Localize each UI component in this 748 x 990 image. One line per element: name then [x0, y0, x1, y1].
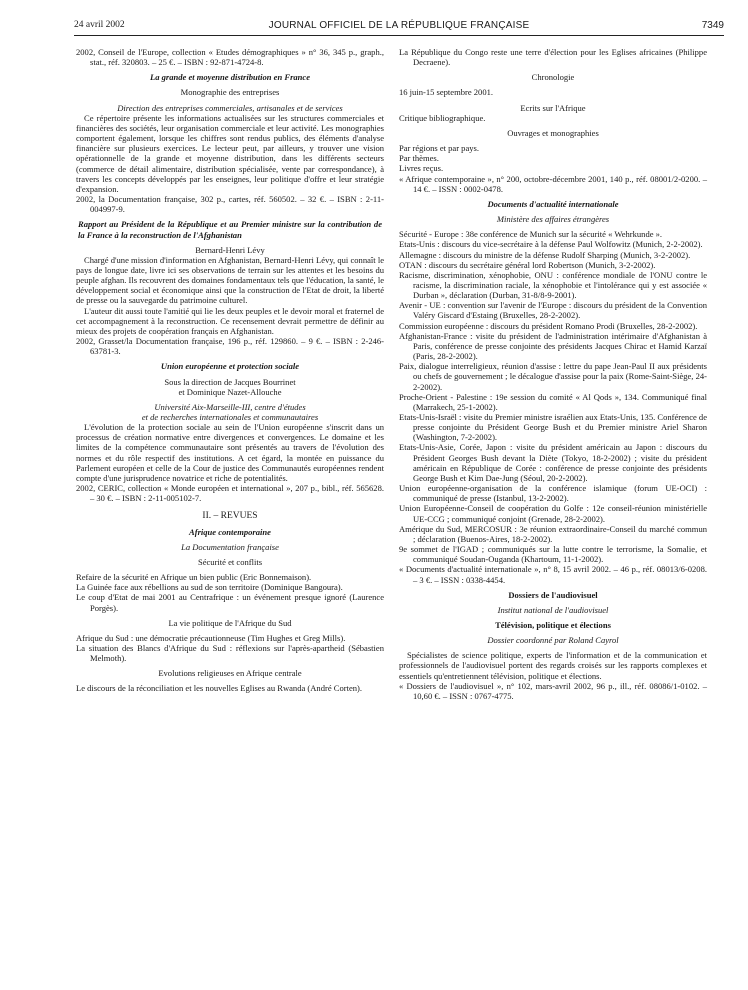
rubric-heading: Evolutions religieuses en Afrique centrale: [158, 668, 302, 679]
article-item: Refaire de la sécurité en Afrique un bien public (Eric Bonnemaison).: [76, 572, 312, 583]
entry-publication-info: 2002, CERIC, collection « Monde européen et international », 207 p., bibl., réf. 565628. – 30 €. – ISBN : 2-11-005102-7.: [76, 483, 384, 504]
entry-subtitle: Monographie des entreprises: [180, 87, 280, 98]
rubric-heading: Ecrits sur l'Afrique: [520, 102, 586, 113]
article-item: Par thèmes.: [399, 153, 439, 164]
entry-description: Chargé d'une mission d'information en Afghanistan, Bernard-Henri Lévy, qui connaît le pays de longue date, livre ici ses observations de terrain sur les attentes et les besoins du peuple afghan. Ils recouvrent des domaines fondamentaux tels que l'éducation, la santé, le développement social et économique ainsi que la construction de l'Etat de droit, la liberté de presse ou la sauvegarde du patrimoine culturel.: [76, 254, 384, 306]
rubric-heading: Sécurité et conflits: [197, 556, 263, 567]
entry-publication-info: 2002, Grasset/la Documentation française, 196 p., réf. 129860. – 9 €. – ISBN : 2-246-63781-3.: [76, 336, 384, 357]
header-journal-title: JOURNAL OFFICIEL DE LA RÉPUBLIQUE FRANÇAISE: [268, 20, 530, 31]
rubric-heading: Chronologie: [531, 72, 575, 83]
header-page-number: 7349: [701, 20, 724, 31]
left-column: [76, 47, 384, 694]
entry-author: et Dominique Nazet-Allouche: [178, 386, 282, 397]
article-item: Sécurité - Europe : 38e conférence de Munich sur la sécurité « Wehrkunde ».: [399, 229, 663, 240]
article-item: La situation des Blancs d'Afrique du Sud : réflexions sur l'après-apartheid (Sébastien Melmoth).: [76, 642, 384, 664]
article-item: Etats-Unis : discours du vice-secrétaire à la défense Paul Wolfowitz (Munich, 2-2-2002).: [399, 239, 703, 250]
periodical-publisher: Institut national de l'audiovisuel: [497, 604, 609, 615]
entry-publication-info: 2002, la Documentation française, 302 p., cartes, réf. 560502. – 32 €. – ISBN : 2-11-004997-9.: [76, 194, 384, 215]
article-item: Allemagne : discours du ministre de la défense Rudolf Sharping (Munich, 3-2-2002).: [399, 249, 691, 260]
entry-author: Dossier coordonné par Roland Cayrol: [487, 635, 619, 646]
article-item: Avenir - UE : convention sur l'avenir de l'Europe : discours du président de la Convention Valéry Giscard d'Estaing (Bruxelles, 28-2-2002).: [399, 300, 707, 321]
rubric-heading: La vie politique de l'Afrique du Sud: [168, 617, 292, 628]
entry-description: L'auteur dit aussi toute l'amitié qui lie les deux peuples et le devoir moral et fraternel de cet accompagnement à la reconstruction. Ce recensement devrait permettre de définir au mieux des projets de coopération français en Afghanistan.: [76, 305, 384, 336]
article-item: Afrique du Sud : une démocratie précautionneuse (Tim Hughes et Greg Mills).: [76, 632, 346, 643]
article-item: Etats-Unis-Israël : visite du Premier ministre israélien aux Etats-Unis, 135. Conférence de presse conjointe du Président George Bush et du Premier ministre Ariel Sharon (Washington, 7-2-2002).: [399, 412, 707, 443]
periodical-title: Afrique contemporaine: [189, 526, 271, 537]
article-item: Paix, dialogue interreligieux, réunion d'assise : lettre du pape Jean-Paul II aux présidents ou chefs de gouvernement ; le décalogue d'assise pour la paix (Rome-Saint-Siège, 24-2-2002).: [399, 361, 707, 392]
entry-title: La grande et moyenne distribution en France: [149, 72, 311, 83]
periodical-publisher: La Documentation française: [181, 541, 279, 552]
article-item: 9e sommet de l'IGAD ; communiqués sur la lutte contre le terrorisme, la Somalie, et communiqué Soudan-Ouganda (Khartoum, 11-1-2002).: [399, 544, 707, 565]
rubric-heading: Télévision, politique et élections: [495, 619, 611, 630]
periodical-title: Documents d'actualité internationale: [487, 198, 619, 209]
entry-institution: Université Aix-Marseille-III, centre d'études: [154, 401, 306, 412]
article-item: 16 juin-15 septembre 2001.: [399, 87, 493, 98]
article-item: Le coup d'Etat de mai 2001 au Centrafrique : un événement presque ignoré (Laurence Porgès).: [76, 592, 384, 613]
periodical-publisher: Ministère des affaires étrangères: [496, 214, 610, 225]
entry-institution: et de recherches internationales et communautaires: [141, 412, 319, 422]
article-item: Critique bibliographique.: [399, 112, 486, 123]
article-item: Proche-Orient - Palestine : 19e session du comité « Al Qods », 134. Communiqué final (Marrakech, 25-1-2002).: [399, 391, 707, 412]
article-item: Union européenne-organisation de la conférence islamique (forum UE-OCI) : communiqué de presse (Istanbul, 13-2-2002).: [399, 483, 707, 504]
header-rule: [74, 35, 724, 36]
entry-description: Ce répertoire présente les informations actualisées sur les structures commerciales et financières des sociétés, leur organisation commerciale et leur activité. Les monographies comportent également, lorsque les chiffres sont rendus publics, des éléments d'analyse financière sur plusieurs exercices. Le lecteur peut, par ailleurs, y trouver une vision opérationnelle de la grande et moyenne distribution, dans les différents secteurs (commerce de détail alimentaire, distribution spécialisée, vente par correspondance), à travers les concepts développés par les enseignes, leur politique d'offre et leur stratégie d'expansion.: [76, 112, 384, 194]
article-item: OTAN : discours du secrétaire général lord Robertson (Munich, 3-2-2002).: [399, 259, 656, 270]
entry-description: Spécialistes de science politique, experts de l'information et de la communication et professionnels de l'audiovisuel portent des regards croisés sur les rapports complexes et essentiels qu'entretiennent télévision, politique et élections.: [399, 650, 707, 681]
article-item: Par régions et par pays.: [399, 143, 479, 154]
periodical-title: Dossiers de l'audiovisuel: [508, 589, 598, 600]
article-item: Afghanistan-France : visite du président de l'administration intérimaire d'Afghanistan à Paris, conférence de presse conjointe des présidents Jacques Chirac et Hamid Karzaï (Paris, 28-2-2002).: [399, 330, 707, 362]
entry-publication-info: « Dossiers de l'audiovisuel », n° 102, mars-avril 2002, 96 p., ill., réf. 08086/1-0102. – 10,60 €. – ISSN : 0767-4775.: [399, 680, 707, 701]
entry-author: Bernard-Henri Lévy: [195, 244, 265, 255]
page-header: [74, 20, 724, 34]
article-item: Union Européenne-Conseil de coopération du Golfe : 12e conseil-réunion ministérielle UE-CCG ; communiqué conjoint (Grenade, 28-2-2002).: [399, 503, 707, 524]
entry-description: L'évolution de la protection sociale au sein de l'Union européenne s'inscrit dans un processus de création normative entre divergences et convergences. Le domaine et les limites de la compétence communautaire sont présentés au travers de l'évolution des normes et du rôle respectif des institutions. A cet égard, la montée en puissance du Parlement européen et celle de la Cour de justice des Communautés européennes rendent compte d'une jurisprudence novatrice et riche de potentialités.: [76, 422, 384, 483]
entry-title: Union européenne et protection sociale: [160, 361, 300, 372]
entry-publication-info: « Afrique contemporaine », n° 200, octobre-décembre 2001, 140 p., réf. 08001/2-0200. – 14 €. – ISSN : 0002-0478.: [399, 173, 707, 194]
article-item: Amérique du Sud, MERCOSUR : 3e réunion extraordinaire-Conseil du marché commun ; déclaration (Buenos-Aires, 18-2-2002).: [399, 523, 707, 544]
article-item: Commission européenne : discours du président Romano Prodi (Bruxelles, 28-2-2002).: [399, 320, 698, 331]
rubric-heading: Ouvrages et monographies: [507, 127, 599, 138]
entry-author: Direction des entreprises commerciales, artisanales et de services: [117, 102, 343, 113]
article-item: Le discours de la réconciliation et les nouvelles Eglises au Rwanda (André Corten).: [76, 683, 362, 694]
article-item: Livres reçus.: [399, 163, 444, 174]
article-item: Racisme, discrimination, xénophobie, ONU : conférence mondiale de l'ONU contre le racisme, la discrimination raciale, la xénophobie et l'intolérance qui y est associée « Durban », déclaration (Durban, 31-8/8-9-2001).: [399, 269, 707, 301]
section-heading: II. – REVUES: [202, 511, 258, 522]
entry-publication-info: « Documents d'actualité internationale », n° 8, 15 avril 2002. – 46 p., réf. 08013/6-0208. – 3 €. – ISSN : 0338-4454.: [399, 564, 707, 585]
entry-author: Sous la direction de Jacques Bourrinet: [164, 376, 296, 387]
entry-publication-info: 2002, Conseil de l'Europe, collection « Etudes démographiques » n° 36, 345 p., graph., stat., réf. 320803. – 25 €. – ISBN : 92-871-4724-8.: [76, 47, 384, 68]
article-item: La République du Congo reste une terre d'élection pour les Eglises africaines (Philippe Decraene).: [399, 47, 707, 68]
entry-title: Rapport au Président de la République et au Premier ministre sur la contribution de la France à la reconstruction de l'Afghanistan: [78, 219, 382, 240]
article-item: La Guinée face aux rébellions au sud de son territoire (Dominique Bangoura).: [76, 582, 343, 593]
article-item: Etats-Unis-Asie, Corée, Japon : visite du président américain au Japon : discours du Président Georges Bush devant la Diète (Tokyo, 18-2-2002) ; visite du président américain en République de Corée : conférence de presse conjointe des présidents George Bush et Kim Dae-Jung (Séoul, 20-2-2002).: [399, 442, 707, 483]
right-column: [399, 47, 707, 701]
header-date: 24 avril 2002: [74, 20, 125, 30]
